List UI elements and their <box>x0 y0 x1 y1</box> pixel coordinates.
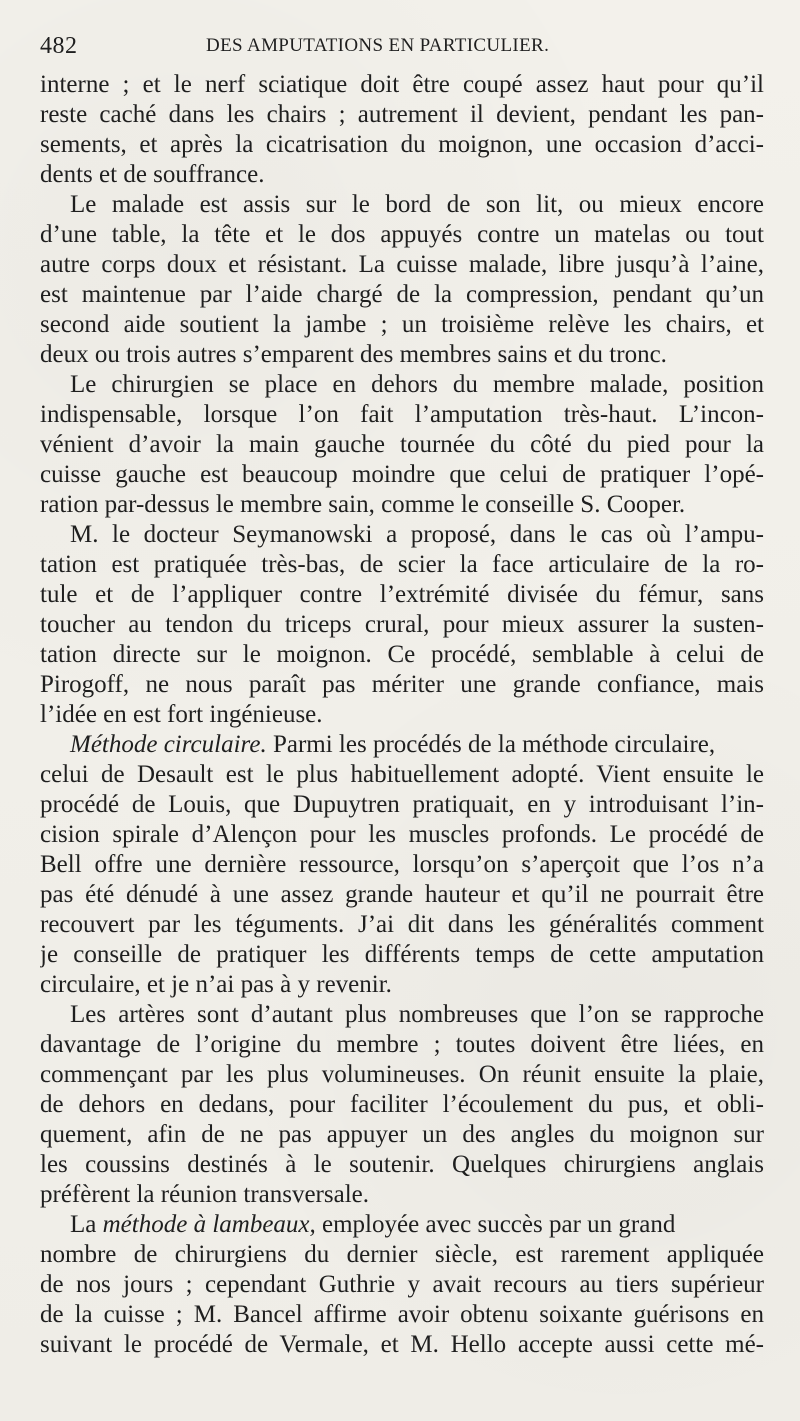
text-line: procédé de Louis, que Dupuytren pratiquait, en y introduisant l’in- <box>40 791 764 818</box>
text-line: circulaire, et je n’ai pas à y revenir. <box>40 971 392 998</box>
text-line: les coussins destinés à le soutenir. Quelques chirurgiens anglais <box>40 1151 764 1178</box>
text-line: M. le docteur Seymanowski a proposé, dans le cas où l’ampu- <box>70 521 764 548</box>
text-line: celui de Desault est le plus habituellement adopté. Vient ensuite le <box>40 761 764 788</box>
text-line: est maintenue par l’aide chargé de la compression, pendant qu’un <box>40 281 764 308</box>
text-line: pas été dénudé à une assez grande hauteur et qu’il ne pourrait être <box>40 881 764 908</box>
text-line: nombre de chirurgiens du dernier siècle, est rarement appliquée <box>40 1241 764 1268</box>
text-line: tation est pratiquée très-bas, de scier la face articulaire de la ro- <box>40 551 764 578</box>
text-line: autre corps doux et résistant. La cuisse malade, libre jusqu’à l’aine, <box>40 251 764 278</box>
text-line: reste caché dans les chairs ; autrement il devient, pendant les pan- <box>40 101 764 128</box>
text-line: deux ou trois autres s’emparent des membres sains et du tronc. <box>40 341 667 368</box>
text-line: je conseille de pratiquer les différents temps de cette amputation <box>40 941 764 968</box>
text-line: second aide soutient la jambe ; un troisième relève les chairs, et <box>40 311 764 338</box>
text-line: tule et de l’appliquer contre l’extrémité divisée du fémur, sans <box>40 581 764 608</box>
text-line: d’une table, la tête et le dos appuyés contre un matelas ou tout <box>40 221 764 248</box>
text-fragment: Parmi les procédés de la méthode circulaire, <box>266 731 716 758</box>
text-line: toucher au tendon du triceps crural, pour mieux assurer la susten- <box>40 611 764 638</box>
text-line: Pirogoff, ne nous paraît pas mériter une grande confiance, mais <box>40 671 764 698</box>
text-line-with-italic-phrase <box>40 1210 764 1240</box>
text-line: davantage de l’origine du membre ; toutes doivent être liées, en <box>40 1031 764 1058</box>
text-line: préfèrent la réunion transversale. <box>40 1181 370 1208</box>
text-line: recouvert par les téguments. J’ai dit dans les généralités comment <box>40 911 764 938</box>
text-line: Bell offre une dernière ressource, lorsqu’on s’aperçoit que l’os n’a <box>40 851 764 878</box>
text-line: de la cuisse ; M. Bancel affirme avoir obtenu soixante guérisons en <box>40 1301 764 1328</box>
body-text <box>40 70 764 1360</box>
text-line: vénient d’avoir la main gauche tournée du côté du pied pour la <box>40 431 764 458</box>
text-line: interne ; et le nerf sciatique doit être coupé assez haut pour qu’il <box>40 71 764 98</box>
text-line: cision spirale d’Alençon pour les muscles profonds. Le procédé de <box>40 821 764 848</box>
text-line: commençant par les plus volumineuses. On réunit ensuite la plaie, <box>40 1061 764 1088</box>
text-line: indispensable, lorsque l’on fait l’amputation très-haut. L’incon- <box>40 401 764 428</box>
text-line: quement, afin de ne pas appuyer un des angles du moignon sur <box>40 1121 764 1148</box>
text-line: suivant le procédé de Vermale, et M. Hello accepte aussi cette mé- <box>40 1331 764 1358</box>
text-line: de nos jours ; cependant Guthrie y avait recours au tiers supérieur <box>40 1271 764 1298</box>
italic-heading: Méthode circulaire. <box>70 731 267 758</box>
page-header <box>40 28 762 66</box>
text-line: cuisse gauche est beaucoup moindre que celui de pratiquer l’opé- <box>40 461 764 488</box>
text-fragment: employée avec succès par un grand <box>315 1211 676 1238</box>
text-line: Les artères sont d’autant plus nombreuses que l’on se rapproche <box>70 1001 764 1028</box>
text-fragment: La <box>70 1211 103 1238</box>
text-line: l’idée en est fort ingénieuse. <box>40 701 323 728</box>
text-line: de dehors en dedans, pour faciliter l’écoulement du pus, et obli- <box>40 1091 764 1118</box>
italic-phrase: méthode à lambeaux, <box>102 1211 316 1238</box>
running-head: DES AMPUTATIONS EN PARTICULIER. <box>206 35 550 56</box>
text-line-with-italic-heading <box>40 730 764 760</box>
text-line: tation directe sur le moignon. Ce procédé, semblable à celui de <box>40 641 764 668</box>
page-number: 482 <box>40 33 78 59</box>
text-line: Le malade est assis sur le bord de son lit, ou mieux encore <box>70 191 764 218</box>
text-line: Le chirurgien se place en dehors du membre malade, position <box>70 371 764 398</box>
text-line: sements, et après la cicatrisation du moignon, une occasion d’acci- <box>40 131 764 158</box>
text-line: dents et de souffrance. <box>40 161 265 188</box>
text-line: ration par-dessus le membre sain, comme le conseille S. Cooper. <box>40 491 686 518</box>
